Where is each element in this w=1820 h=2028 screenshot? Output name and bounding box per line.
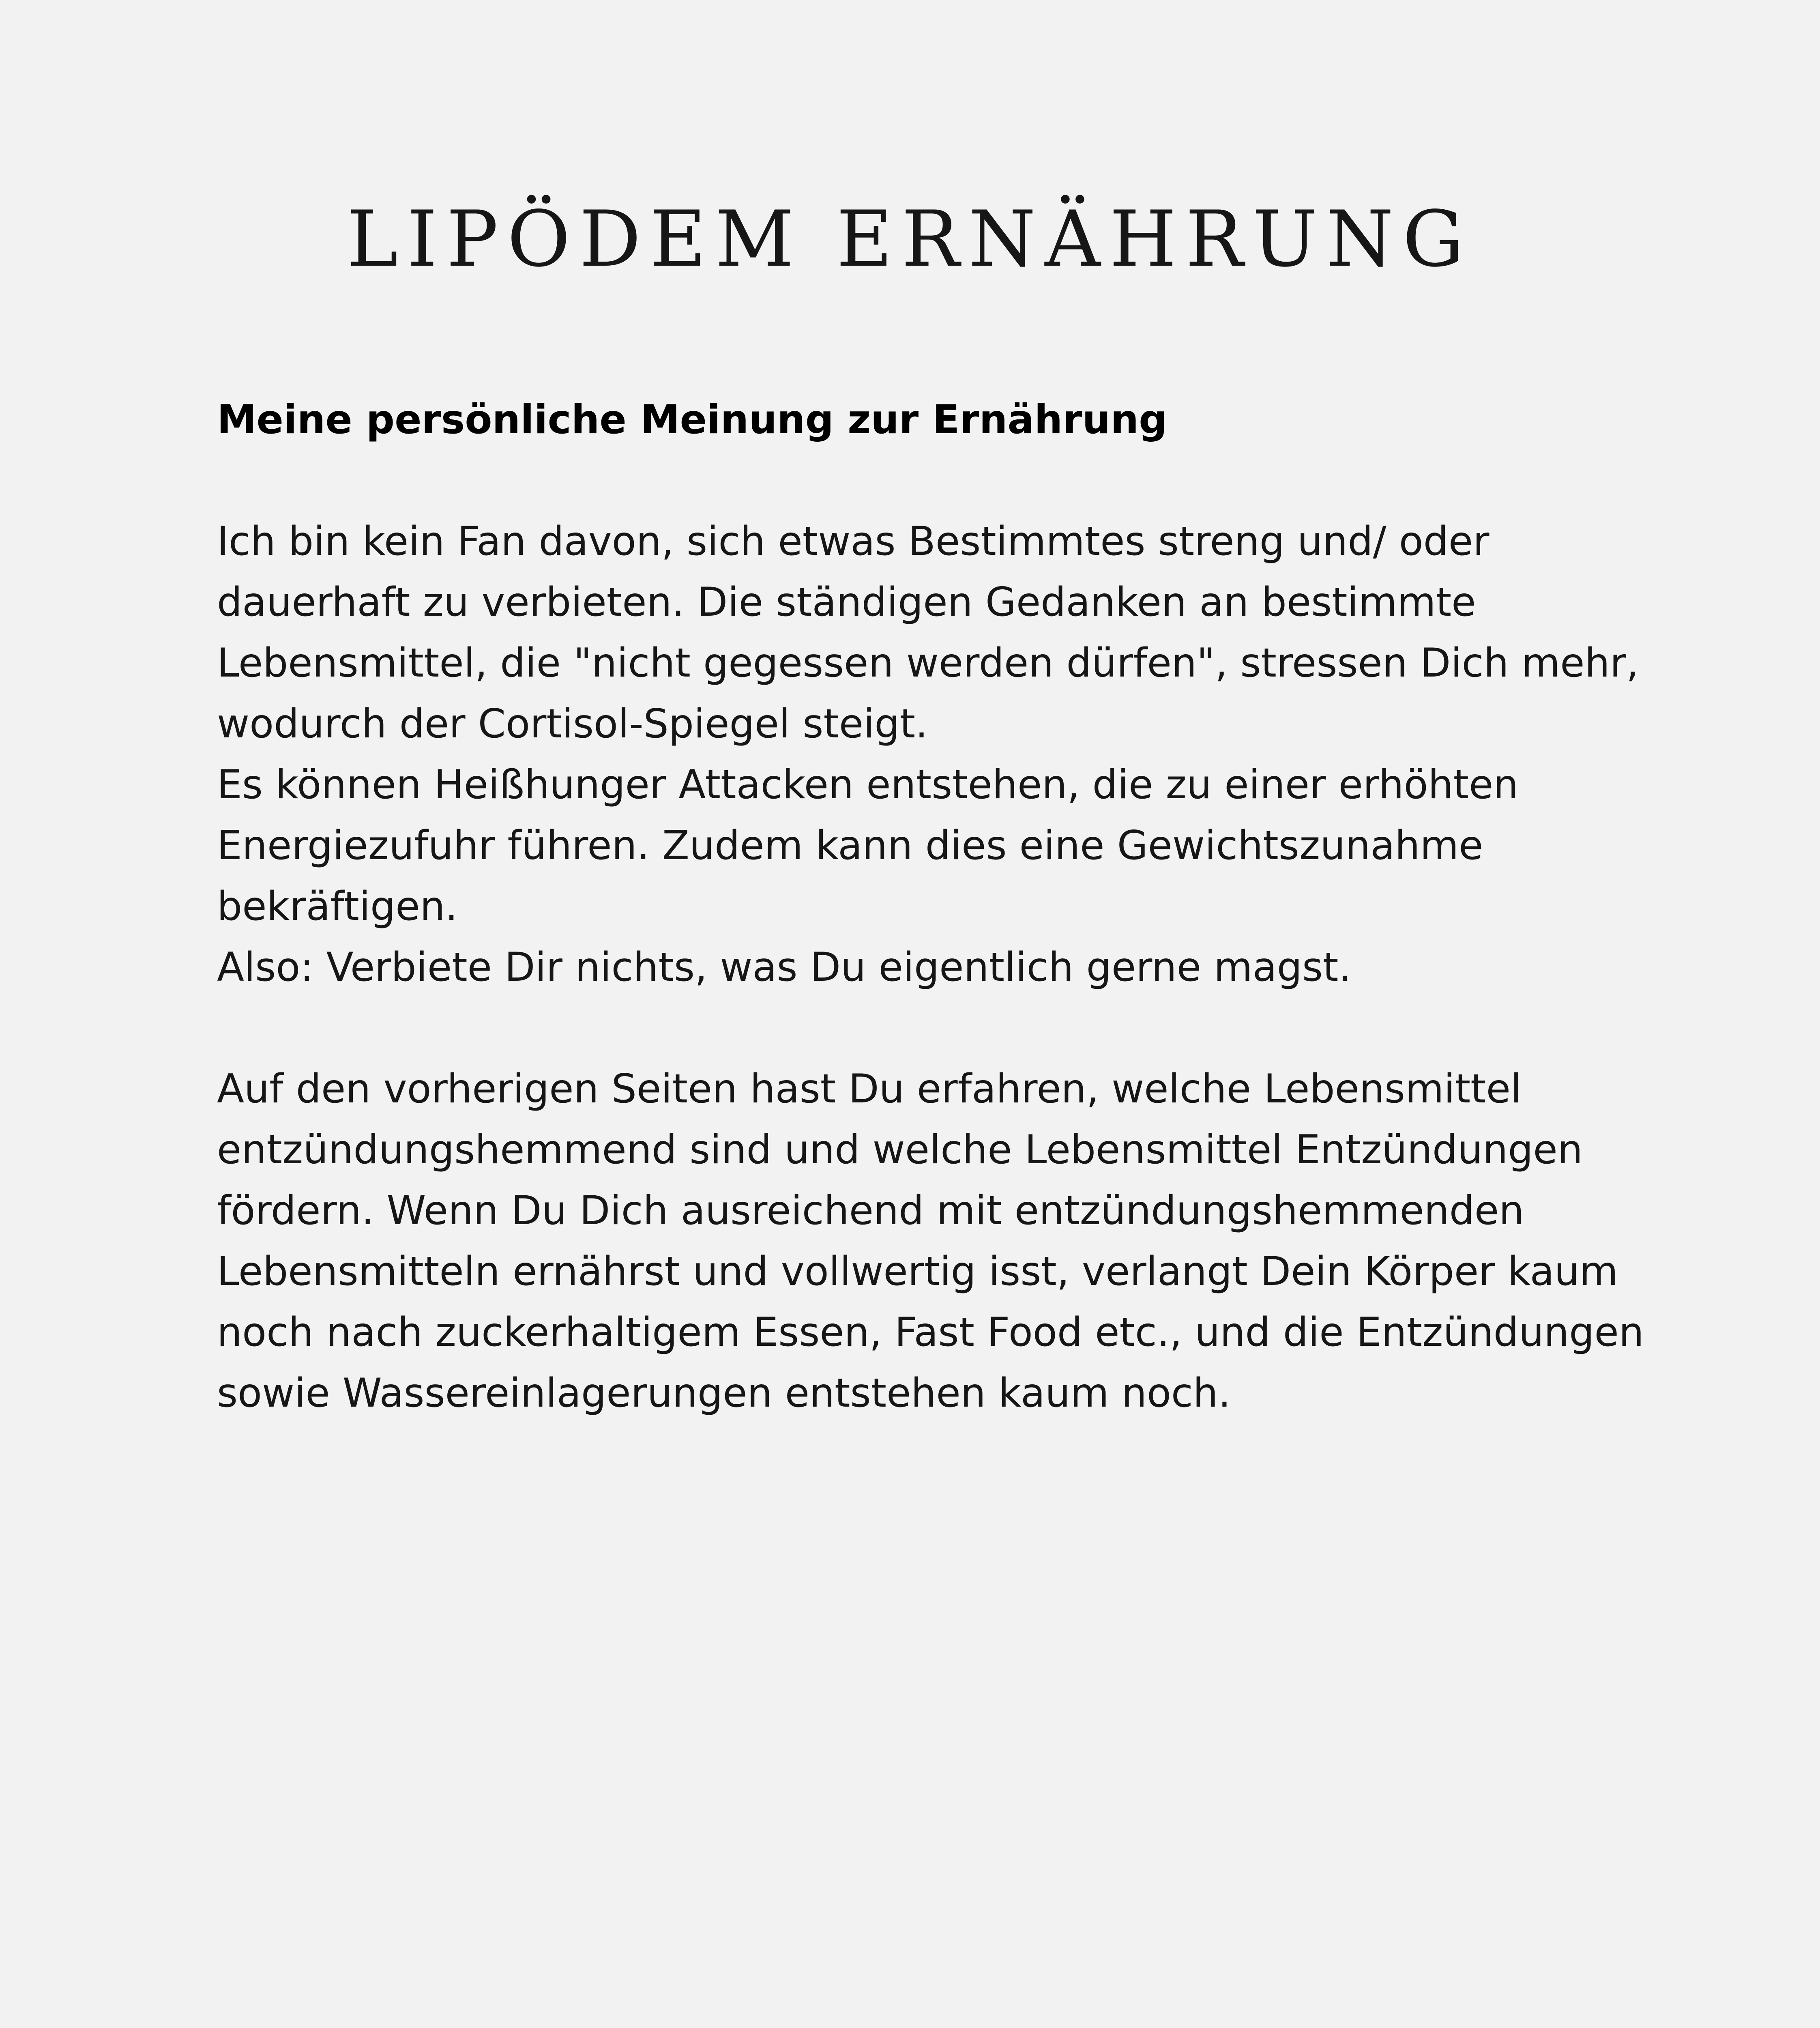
- page-content: [217, 389, 1644, 1484]
- paragraph-line: Es können Heißhunger Attacken entstehen, die zu einer erhöhten: [217, 762, 1519, 808]
- paragraph-line: entzündungshemmend sind und welche Lebensmittel Entzündungen: [217, 1127, 1583, 1173]
- section-heading: Meine persönliche Meinung zur Ernährung: [217, 397, 1168, 443]
- paragraph-line: dauerhaft zu verbieten. Die ständigen Gedanken an bestimmte: [217, 579, 1476, 625]
- paragraph-line: wodurch der Cortisol-Spiegel steigt.: [217, 701, 928, 747]
- paragraph-1: [217, 511, 1639, 998]
- paragraph-line: Also: Verbiete Dir nichts, was Du eigentlich gerne magst.: [217, 944, 1351, 990]
- paragraph-line: Ich bin kein Fan davon, sich etwas Bestimmtes streng und/ oder: [217, 518, 1489, 565]
- paragraph-line: Lebensmittel, die "nicht gegessen werden dürfen", stressen Dich mehr,: [217, 640, 1639, 686]
- page-title: LIPÖDEM ERNÄHRUNG: [347, 194, 1473, 284]
- paragraph-line: Auf den vorherigen Seiten hast Du erfahren, welche Lebensmittel: [217, 1066, 1522, 1112]
- paragraph-line: noch nach zuckerhaltigem Essen, Fast Food etc., und die Entzündungen: [217, 1309, 1644, 1356]
- paragraph-line: Energiezufuhr führen. Zudem kann dies eine Gewichtszunahme: [217, 823, 1483, 869]
- paragraph-2: [217, 1059, 1644, 1424]
- paragraph-line: Lebensmitteln ernährst und vollwertig isst, verlangt Dein Körper kaum: [217, 1248, 1618, 1295]
- paragraph-line: bekräftigen.: [217, 883, 458, 930]
- paragraph-line: fördern. Wenn Du Dich ausreichend mit entzündungshemmenden: [217, 1188, 1524, 1234]
- paragraph-line: sowie Wassereinlagerungen entstehen kaum noch.: [217, 1370, 1231, 1416]
